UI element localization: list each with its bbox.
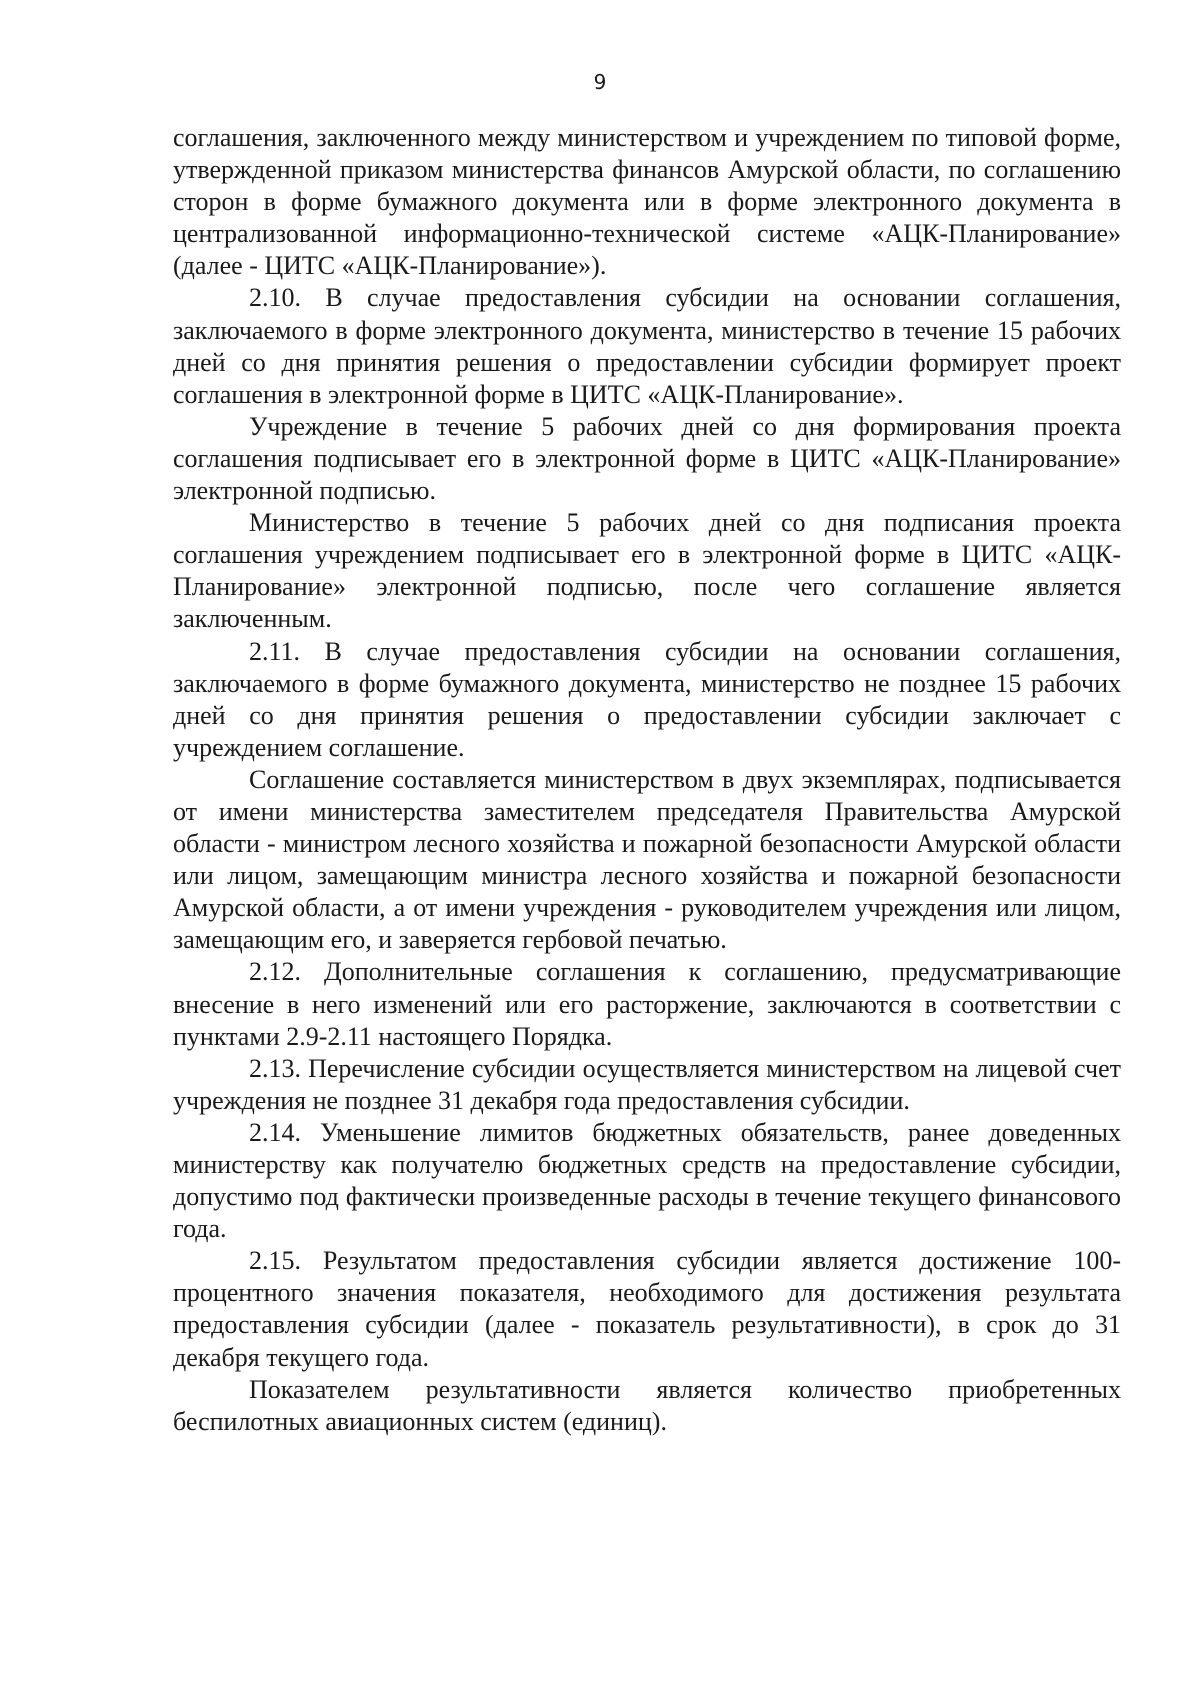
paragraph-2-15: 2.15. Результатом предоставления субсидии является достижение 100-процентного значения показателя, необходимого для достижения результата предоставления субсидии (далее - показатель результативности), в срок до 31 декабря текущего года. [173, 1246, 1121, 1372]
paragraph-2-10: 2.10. В случае предоставления субсидии на основании соглашения, заключаемого в форме электронного документа, министерство в течение 15 рабочих дней со дня принятия решения о предоставлении субсидии формирует проект соглашения в электронной форме в ЦИТС «АЦК-Планирование». [173, 283, 1121, 409]
paragraph-2-13: 2.13. Перечисление субсидии осуществляется министерством на лицевой счет учреждения не позднее 31 декабря года предоставления субсидии. [173, 1053, 1121, 1115]
paragraph-ministry-signing: Министерство в течение 5 рабочих дней со дня подписания проекта соглашения учреждением подписывает его в электронной форме в ЦИТС «АЦК-Планирование» электронной подписью, после чего соглашение является заключенным. [173, 508, 1121, 634]
paragraph-2-11: 2.11. В случае предоставления субсидии на основании соглашения, заключаемого в форме бумажного документа, министерство не позднее 15 рабочих дней со дня принятия решения о предоставлении субсидии заключает с учреждением соглашение. [173, 636, 1121, 762]
paragraph-continuation: соглашения, заключенного между министерством и учреждением по типовой форме, утвержденной приказом министерства финансов Амурской области, по соглашению сторон в форме бумажного документа или в форме электронного документа в централизованной информационно-технической системе «АЦК-Планирование» (далее - ЦИТС «АЦК-Планирование»). [173, 123, 1121, 281]
page-number: 9 [593, 70, 607, 94]
paragraph-2-14: 2.14. Уменьшение лимитов бюджетных обязательств, ранее доведенных министерству как получателю бюджетных средств на предоставление субсидии, допустимо под фактически произведенные расходы в течение текущего финансового года. [173, 1117, 1121, 1244]
document-body [173, 122, 1121, 1438]
paragraph-2-12: 2.12. Дополнительные соглашения к соглашению, предусматривающие внесение в него изменений или его расторжение, заключаются в соответствии с пунктами 2.9-2.11 настоящего Порядка. [173, 957, 1121, 1051]
paragraph-agreement-drafting: Соглашение составляется министерством в двух экземплярах, подписывается от имени министерства заместителем председателя Правительства Амурской области - министром лесного хозяйства и пожарной безопасности Амурской области или лицом, замещающим министра лесного хозяйства и пожарной безопасности Амурской области, а от имени учреждения - руководителем учреждения или лицом, замещающим его, и заверяется гербовой печатью. [173, 764, 1121, 955]
paragraph-performance-indicator: Показателем результативности является количество приобретенных беспилотных авиационных систем (единиц). [173, 1374, 1121, 1436]
paragraph-institution-signing: Учреждение в течение 5 рабочих дней со дня формирования проекта соглашения подписывает его в электронной форме в ЦИТС «АЦК-Планирование» электронной подписью. [173, 411, 1121, 506]
